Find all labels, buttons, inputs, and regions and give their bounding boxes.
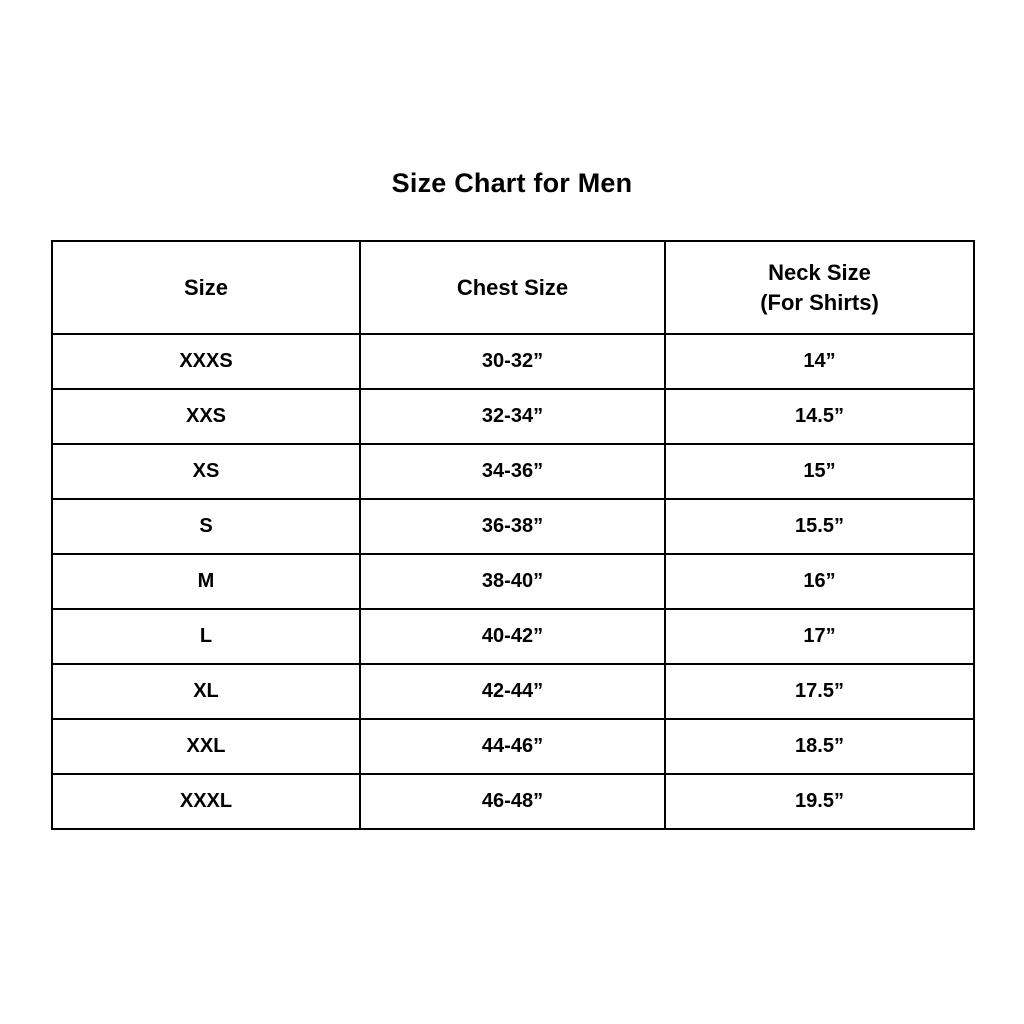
cell-chest: 46-48” — [360, 774, 665, 829]
cell-size: XL — [52, 664, 360, 719]
cell-neck: 17.5” — [665, 664, 974, 719]
cell-chest: 34-36” — [360, 444, 665, 499]
cell-chest: 32-34” — [360, 389, 665, 444]
column-header-neck-size — [665, 241, 974, 334]
cell-chest: 38-40” — [360, 554, 665, 609]
size-chart-table-wrapper — [51, 240, 973, 830]
table-row — [52, 664, 974, 719]
cell-size: XXXS — [52, 334, 360, 389]
table-header-row — [52, 241, 974, 334]
cell-size: XS — [52, 444, 360, 499]
cell-size: XXL — [52, 719, 360, 774]
table-row — [52, 719, 974, 774]
column-header-neck-size-label: Neck Size — [768, 259, 871, 285]
column-header-neck-size-sublabel: (For Shirts) — [760, 289, 879, 315]
table-row — [52, 499, 974, 554]
cell-size: L — [52, 609, 360, 664]
table-header — [52, 241, 974, 334]
cell-size: S — [52, 499, 360, 554]
cell-size: XXXL — [52, 774, 360, 829]
size-chart-table — [51, 240, 975, 830]
table-row — [52, 774, 974, 829]
table-row — [52, 389, 974, 444]
column-header-chest-size-label: Chest Size — [456, 274, 569, 300]
cell-neck: 15.5” — [665, 499, 974, 554]
cell-neck: 17” — [665, 609, 974, 664]
table-row — [52, 609, 974, 664]
page-title: Size Chart for Men — [391, 168, 633, 198]
cell-chest: 44-46” — [360, 719, 665, 774]
cell-neck: 16” — [665, 554, 974, 609]
cell-neck: 14” — [665, 334, 974, 389]
column-header-chest-size — [360, 241, 665, 334]
column-header-size-label: Size — [183, 274, 229, 300]
cell-neck: 14.5” — [665, 389, 974, 444]
cell-chest: 36-38” — [360, 499, 665, 554]
cell-size: XXS — [52, 389, 360, 444]
column-header-size — [52, 241, 360, 334]
cell-chest: 40-42” — [360, 609, 665, 664]
cell-neck: 18.5” — [665, 719, 974, 774]
cell-chest: 42-44” — [360, 664, 665, 719]
table-row — [52, 444, 974, 499]
table-row — [52, 554, 974, 609]
cell-neck: 15” — [665, 444, 974, 499]
table-body — [52, 334, 974, 829]
cell-chest: 30-32” — [360, 334, 665, 389]
cell-neck: 19.5” — [665, 774, 974, 829]
cell-size: M — [52, 554, 360, 609]
table-row — [52, 334, 974, 389]
